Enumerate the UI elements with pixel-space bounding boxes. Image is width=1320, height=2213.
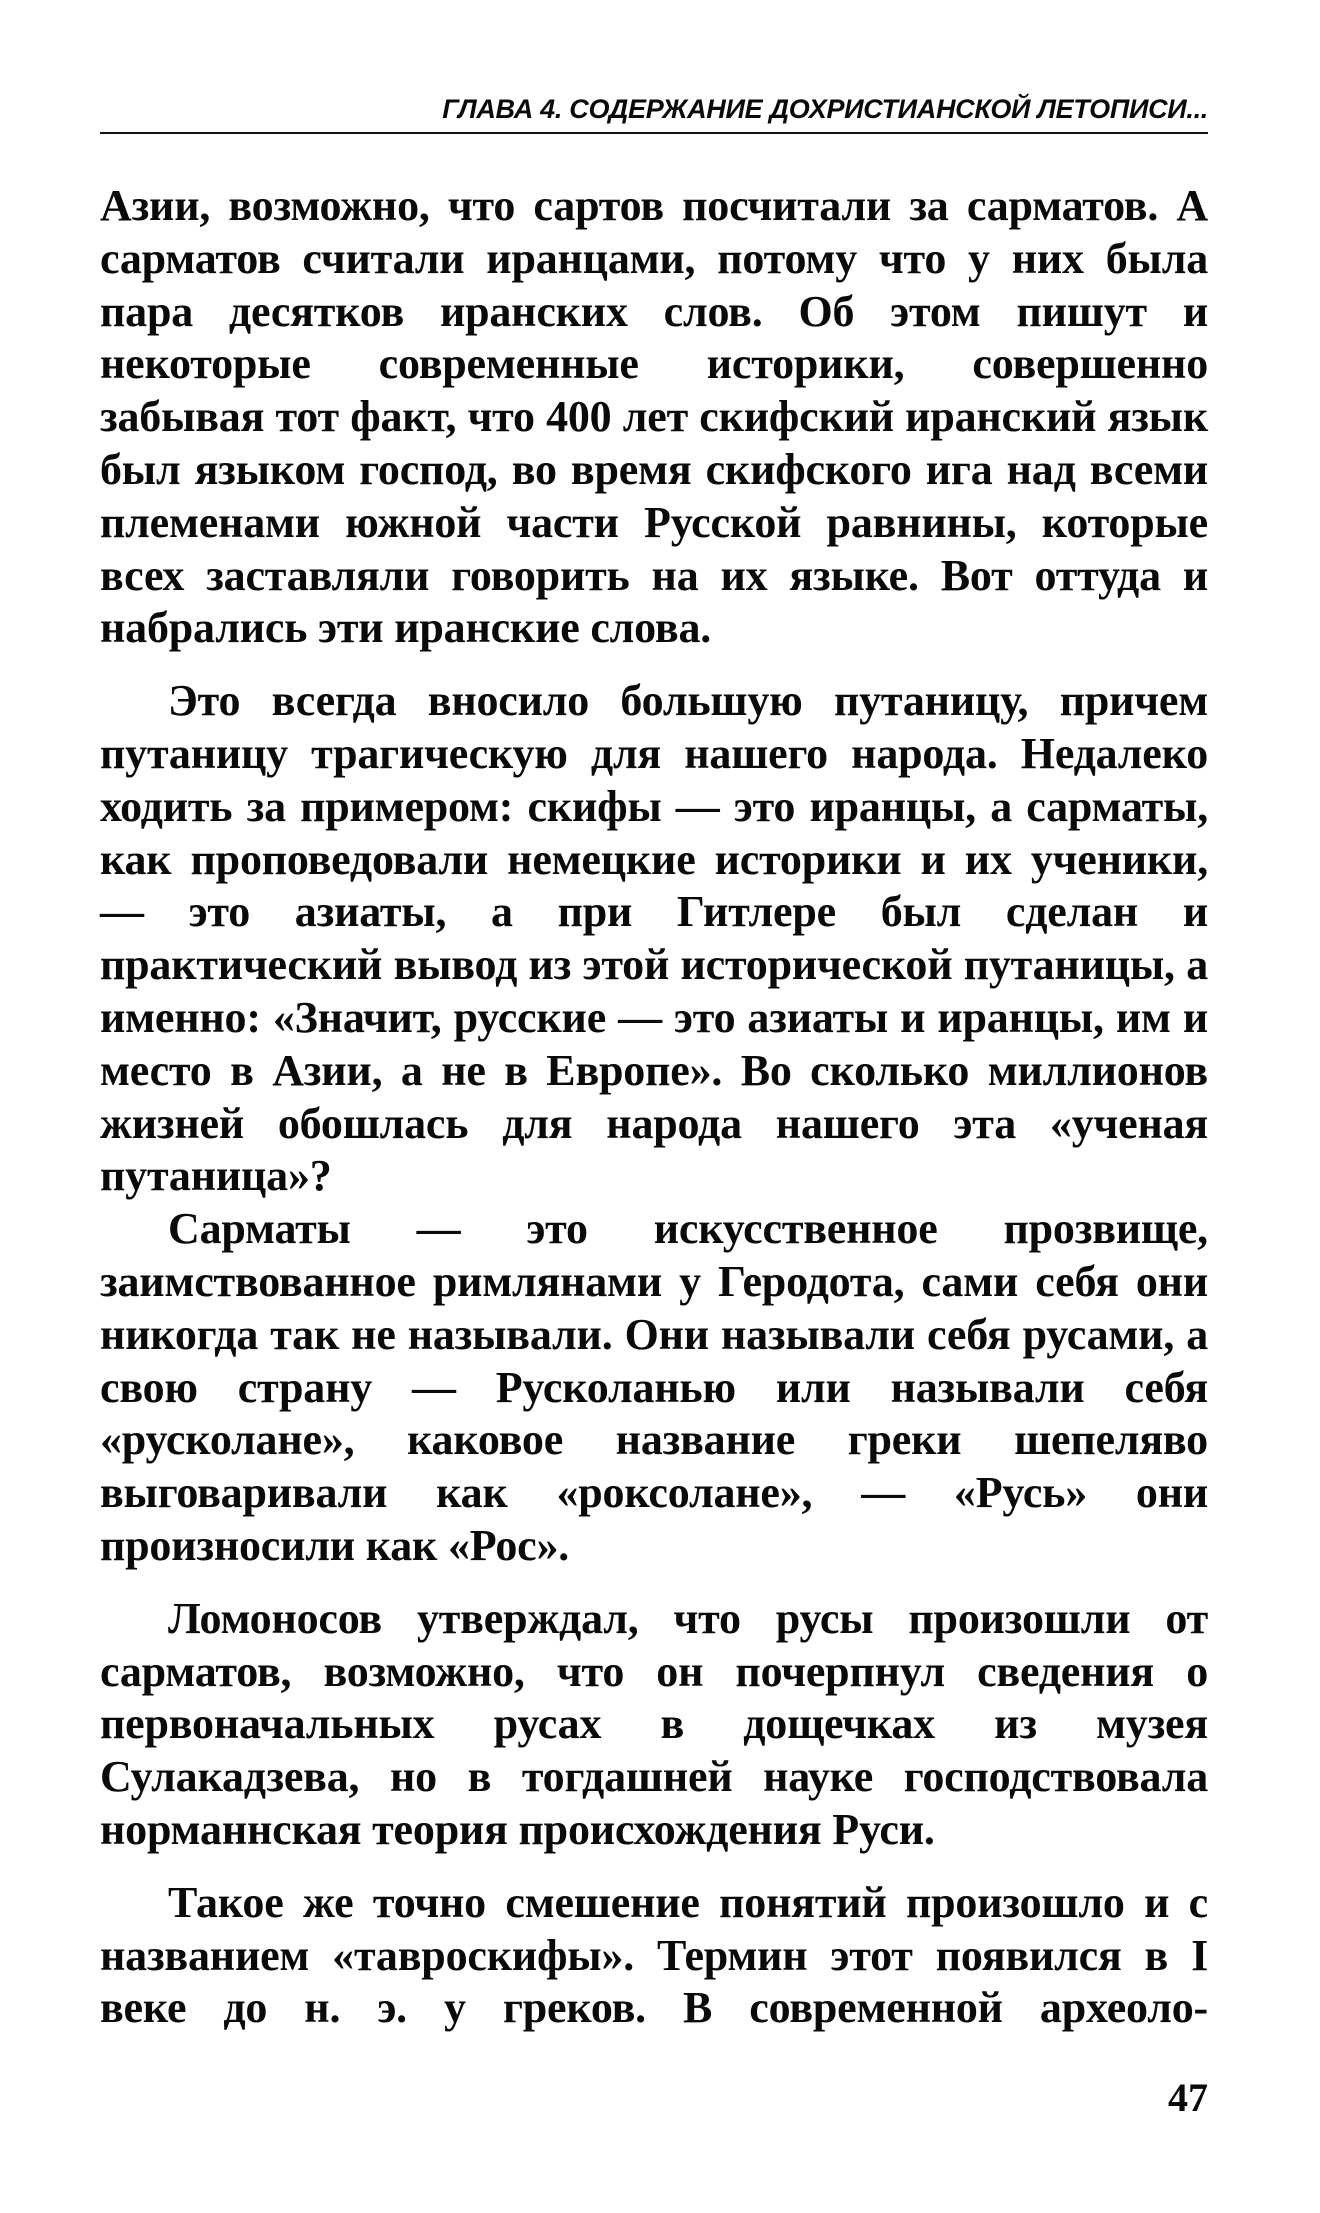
paragraph: Азии, возможно, что сартов посчитали за сарматов. А сарматов считали иранцами, потому что у них была пара десятков иранских слов. Об этом пишут и некоторые современные историки, совершенно забывая тот факт, что 400 лет скифский иранский язык был языком господ, во время скифского ига над всеми племенами южной части Русской равнины, которые всех заставляли говорить на их языке. Вот оттуда и набрались эти иранские слова.: [100, 181, 1208, 653]
paragraph: Это всегда вносило большую путаницу, причем путаницу трагическую для нашего народа. Недалеко ходить за примером: скифы — это иранцы, а сарматы, как проповедовали немецкие историки и их ученики, — это азиаты, а при Гитлере был сделан и практический вывод из этой исторической путаницы, а именно: «Значит, русские — это азиаты и иранцы, им и место в Азии, а не в Европе». Во сколько миллионов жизней обошлась для народа нашего эта «ученая путаница»?: [100, 676, 1208, 1201]
running-header: [100, 92, 1208, 134]
paragraph: Ломоносов утверждал, что русы произошли от сарматов, возможно, что он почерпнул сведения о первоначальных русах в дощечках из музея Сулакадзева, но в тогдашней науке господствовала норманнская теория происхождения Руси.: [100, 1593, 1208, 1854]
body-text: [100, 180, 1208, 2035]
running-header-title: ГЛАВА 4. СОДЕРЖАНИЕ ДОХРИСТИАНСКОЙ ЛЕТОПИСИ...: [442, 94, 1208, 124]
paragraph: Такое же точно смешение понятий произошло и с названием «тавроскифы». Термин этот появился в I веке до н. э. у греков. В современной археоло-: [100, 1877, 1208, 2033]
page-number: 47: [1168, 2075, 1208, 2120]
paragraph: Сарматы — это искусственное прозвище, заимствованное римлянами у Геродота, сами себя они никогда так не называли. Они называли себя русами, а свою страну — Русколанью или называли себя «русколане», каковое название греки шепеляво выговаривали как «роксолане», — «Русь» они произносили как «Рос».: [100, 1204, 1208, 1570]
